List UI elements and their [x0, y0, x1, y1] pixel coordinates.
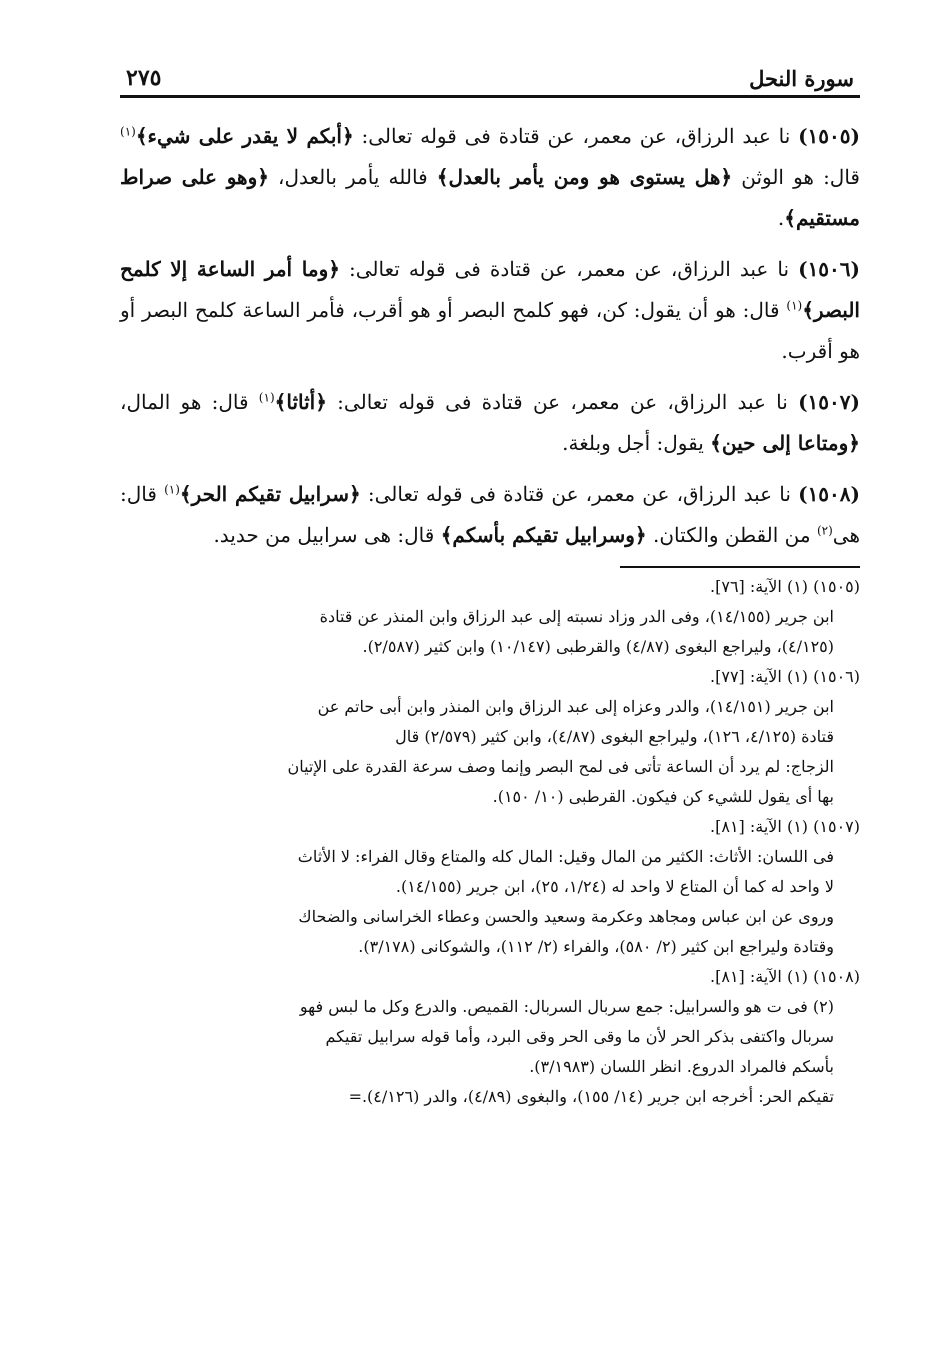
- entry-number: (١٥٠٥): [798, 124, 860, 148]
- entry-number: (١٥٠٦): [798, 257, 860, 281]
- footnote-line: تقيكم الحر: أخرجه ابن جرير (١٤/ ١٥٥)، والبغوى (٤/٨٩)، والدر (٤/١٢٦).=: [348, 1087, 834, 1106]
- entry-text: نا عبد الرزاق، عن معمر، عن قتادة فى قوله تعالى:: [339, 257, 799, 281]
- footnote-ref: (١): [164, 482, 180, 497]
- footnote-head: (١٥٠٨) (١) الآية: [٨١].: [710, 967, 860, 986]
- quran-quote: ﴿وهو على صراط مستقيم﴾: [120, 165, 860, 230]
- footnotes: [120, 572, 860, 1112]
- footnote-line: وروى عن ابن عباس ومجاهد وعكرمة وسعيد والحسن وعطاء الخراسانى والضحاك: [298, 907, 834, 926]
- entry-text: .: [777, 206, 785, 230]
- quran-quote: ﴿أثاثا﴾: [274, 390, 327, 414]
- entry-text: يقول: أجل وبلغة.: [562, 431, 711, 455]
- footnote-1506: [120, 662, 860, 812]
- footnote-line: بأسكم فالمراد الدروع. انظر اللسان (٣/١٩٨٣).: [529, 1057, 834, 1076]
- footnote-head: (١٥٠٧) (١) الآية: [٨١].: [710, 817, 860, 836]
- footnote-line: (٤/١٢٥)، وليراجع البغوى (٤/٨٧) والقرطبى (١٠/١٤٧) وابن كثير (٢/٥٨٧).: [362, 637, 834, 656]
- entry-1508: [120, 474, 860, 556]
- footnote-1507: [120, 812, 860, 962]
- footnote-line: سربال واكتفى بذكر الحر لأن ما وقى الحر وقى البرد، وأما قوله سرابيل تقيكم: [325, 1027, 834, 1046]
- footnote-ref: (١): [258, 390, 275, 405]
- footnote-line: بها أى يقول للشيء كن فيكون. القرطبى (١٠/ ١٥٠).: [492, 787, 834, 806]
- entry-text: قال: هو المال،: [120, 390, 259, 414]
- running-header: [120, 55, 860, 98]
- footnote-line: فى اللسان: الأثاث: الكثير من المال وقيل: المال كله والمتاع وقال الفراء: لا الأثاث: [297, 847, 834, 866]
- entry-1507: [120, 382, 860, 464]
- footnote-line: (٢) فى ت هو والسرابيل: جمع سربال السربال: القميص. والدرع وكل ما لبس فهو: [299, 997, 834, 1016]
- entry-text: قال: هو الوثن: [732, 165, 860, 189]
- quran-quote: ﴿أبكم لا يقدر على شيء﴾: [135, 124, 354, 148]
- footnote-1508: [120, 962, 860, 1112]
- entry-1505: [120, 116, 860, 239]
- footnote-line: لا واحد له كما أن المتاع لا واحد له (١/٢٤، ٢٥)، ابن جرير (١٤/١٥٥).: [395, 877, 834, 896]
- entry-text: قال: هى: [120, 482, 860, 547]
- entry-1506: [120, 249, 860, 372]
- quran-quote: ﴿وسرابيل تقيكم بأسكم﴾: [440, 523, 647, 547]
- footnote-ref: (١): [120, 124, 136, 139]
- quran-quote: ﴿ومتاعا إلى حين﴾: [710, 431, 860, 455]
- entry-text: نا عبد الرزاق، عن معمر، عن قتادة فى قوله تعالى:: [360, 482, 799, 506]
- footnote-head: (١٥٠٦) (١) الآية: [٧٧].: [710, 667, 860, 686]
- entry-text: قال: هى سرابيل من حديد.: [213, 523, 441, 547]
- footnote-line: وقتادة وليراجع ابن كثير (٢/ ٥٨٠)، والفراء (٢/ ١١٢)، والشوكانى (٣/١٧٨).: [358, 937, 834, 956]
- entry-text: فالله يأمر بالعدل،: [268, 165, 437, 189]
- footnote-ref: (١): [786, 298, 803, 313]
- entry-text: من القطن والكتان.: [646, 523, 817, 547]
- entry-number: (١٥٠٨): [798, 482, 860, 506]
- footnote-line: الزجاج: لم يرد أن الساعة تأتى فى لمح البصر وإنما وصف سرعة القدرة على الإتيان: [287, 757, 834, 776]
- page-number: ٢٧٥: [126, 65, 162, 91]
- surah-title: سورة النحل: [749, 66, 854, 91]
- entry-text: نا عبد الرزاق، عن معمر، عن قتادة فى قوله تعالى:: [353, 124, 799, 148]
- footnote-ref: (٢): [816, 523, 833, 538]
- footnote-head: (١٥٠٥) (١) الآية: [٧٦].: [710, 577, 860, 596]
- footnote-line: ابن جرير (١٤/١٥١)، والدر وعزاه إلى عبد الرزاق وابن المنذر وابن أبى حاتم عن: [317, 697, 834, 716]
- quran-quote: ﴿هل يستوى هو ومن يأمر بالعدل﴾: [436, 165, 733, 189]
- footnote-line: ابن جرير (١٤/١٥٥)، وفى الدر وزاد نسبته إلى عبد الرزاق وابن المنذر عن قتادة: [319, 607, 834, 626]
- entry-number: (١٥٠٧): [798, 390, 860, 414]
- entry-text: قال: هو أن يقول: كن، فهو كلمح البصر أو هو أقرب، فأمر الساعة كلمح البصر أو هو أقرب.: [120, 298, 860, 363]
- footnote-1505: [120, 572, 860, 662]
- quran-quote: ﴿وما أمر الساعة إلا كلمح البصر﴾: [120, 257, 860, 322]
- main-text: [120, 116, 860, 556]
- footnote-line: قتادة (٤/١٢٥، ١٢٦)، وليراجع البغوى (٤/٨٧)، وابن كثير (٢/٥٧٩) قال: [395, 727, 834, 746]
- quran-quote: ﴿سرابيل تقيكم الحر﴾: [179, 482, 361, 506]
- footnote-separator: [120, 566, 860, 568]
- page: [120, 55, 860, 1112]
- entry-text: نا عبد الرزاق، عن معمر، عن قتادة فى قوله تعالى:: [326, 390, 799, 414]
